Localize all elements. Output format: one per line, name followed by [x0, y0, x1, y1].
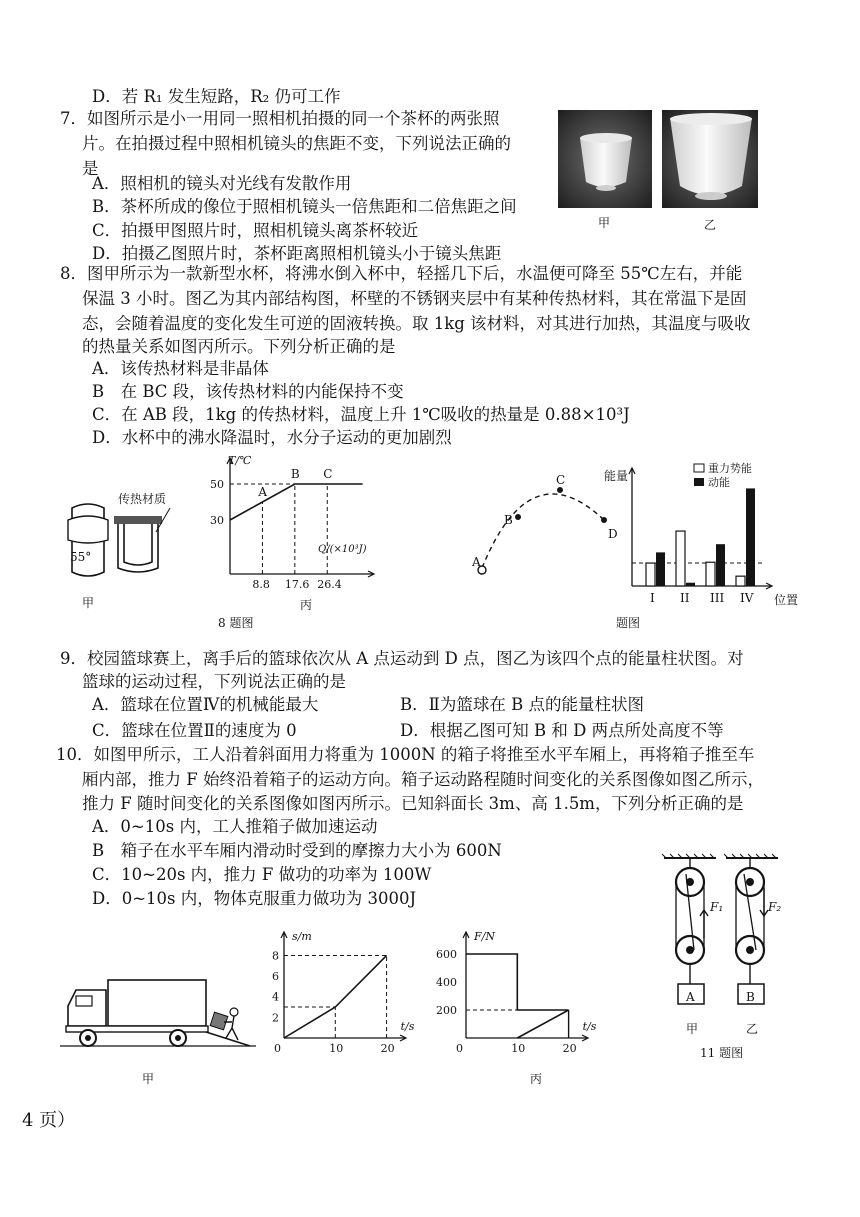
y-tick-label: 6 — [272, 970, 279, 984]
q8-label-c: 丙 — [300, 598, 313, 612]
q8-cup-cross-section — [112, 498, 178, 578]
x-tick-label: 0 — [274, 1042, 281, 1055]
q10-option-b: B 箱子在水平车厢内滑动时受到的摩擦力大小为 600N — [92, 841, 502, 860]
q10-label-c: 丙 — [530, 1072, 543, 1086]
q7-photo-label-b: 乙 — [704, 218, 717, 232]
x-tick-label: II — [680, 591, 690, 605]
q10-truck-ramp-figure — [60, 976, 260, 1052]
q11-force-f1: F₁ — [710, 900, 724, 914]
q8-cup-temperature: 55° — [70, 550, 92, 564]
y-tick-label: 2 — [272, 1011, 279, 1025]
q10-stem-line3: 推力 F 随时间变化的关系图像如图丙所示。已知斜面长 3m、高 1.5m，下列分析正确的是 — [82, 794, 744, 813]
q7-option-d: D．拍摄乙图照片时，茶杯距离照相机镜头小于镜头焦距 — [92, 244, 502, 263]
q7-photo-label-a: 甲 — [598, 216, 611, 230]
y-axis-label: T/℃ — [228, 454, 252, 467]
x-tick-label: 0 — [456, 1042, 463, 1055]
q9-stem-line2: 篮球的运动过程，下列说法正确的是 — [82, 672, 346, 691]
q8-option-d: D．水杯中的沸水降温时，水分子运动的更加剧烈 — [92, 428, 452, 447]
q8-caption: 8 题图 — [218, 616, 254, 630]
q9-option-a: A．篮球在位置Ⅳ的机械能最大 — [92, 695, 319, 714]
q8-option-a: A．该传热材料是非晶体 — [92, 359, 269, 378]
y-axis-label: F/N — [474, 930, 495, 943]
q10-option-a: A．0~10s 内，工人推箱子做加速运动 — [92, 817, 378, 836]
ball-trajectory — [482, 494, 604, 568]
q9-energy-bar-chart — [600, 458, 799, 616]
q9-trajectory — [470, 470, 620, 590]
q9-option-d: D．根据乙图可知 B 和 D 两点所处高度不等 — [400, 721, 724, 740]
q8-stem-line3: 态，会随着温度的变化发生可逆的固液转换。取 1kg 该材料，对其进行加热，其温度与吸收 — [82, 314, 751, 333]
x-tick-label: 20 — [380, 1042, 395, 1055]
q6-option-d: D．若 R₁ 发生短路，R₂ 仍可工作 — [92, 87, 341, 106]
y-tick-label: 30 — [210, 514, 224, 527]
q7-stem-line3: 是 — [82, 159, 99, 178]
bar-potential — [706, 562, 715, 586]
q10-distance-time-chart — [262, 928, 415, 1058]
q9-option-c: C．篮球在位置Ⅱ的速度为 0 — [92, 721, 297, 740]
bar-potential — [736, 576, 745, 586]
q11-caption: 11 题图 — [700, 1046, 744, 1060]
bar-kinetic — [686, 583, 695, 586]
q11-label-a: 甲 — [686, 1022, 699, 1036]
q11-force-f2: F₂ — [768, 900, 782, 914]
x-axis-label: Q/(×10³J) — [318, 544, 367, 555]
q11-block-a: A — [686, 990, 695, 1004]
q8-material-label: 传热材质 — [118, 492, 167, 506]
force-line — [466, 954, 569, 1038]
x-tick-label: IV — [740, 591, 754, 605]
temperature-line — [230, 484, 363, 520]
point-label-d: D — [608, 527, 618, 541]
q7-stem-line1: 7．如图所示是小一用同一照相机拍摄的同一个茶杯的两张照 — [60, 109, 500, 128]
x-axis-label: t/s — [582, 1020, 597, 1033]
x-tick-label: 10 — [511, 1042, 526, 1055]
q10-force-time-chart — [428, 928, 598, 1058]
q7-option-c: C．拍摄甲图照片时，照相机镜头离茶杯较近 — [92, 221, 419, 240]
x-axis-label: 位置 — [774, 593, 799, 607]
x-tick-label: I — [650, 591, 655, 605]
point-label-c: C — [323, 467, 333, 481]
y-tick-label: 4 — [272, 990, 279, 1004]
bar-kinetic — [716, 544, 725, 586]
q11-pulley-figure — [660, 854, 790, 1024]
x-tick-label: 17.6 — [284, 578, 310, 591]
y-axis-label: 能量 — [604, 469, 629, 483]
q9-stem-line1: 9．校园篮球赛上，离手后的篮球依次从 A 点运动到 D 点，图乙为该四个点的能量柱状图。对 — [60, 649, 744, 668]
x-tick-label: 10 — [329, 1042, 344, 1055]
q7-option-a: A．照相机的镜头对光线有发散作用 — [92, 174, 352, 193]
q10-stem-line2: 厢内部，推力 F 始终沿着箱子的运动方向。箱子运动路程随时间变化的关系图像如图乙所示， — [82, 770, 764, 789]
teacup-photo-b — [662, 110, 758, 208]
x-tick-label: 20 — [562, 1042, 577, 1055]
legend-swatch-kinetic — [694, 478, 704, 486]
q8-option-b: B 在 BC 段，该传热材料的内能保持不变 — [92, 382, 404, 401]
point-label-a: A — [472, 555, 481, 569]
q7-stem-line2: 片。在拍摄过程中照相机镜头的焦距不变，下列说法正确的 — [82, 134, 511, 153]
point-label-b: B — [290, 467, 300, 481]
bar-kinetic — [656, 552, 665, 586]
ball-point-b — [515, 514, 521, 520]
q11-label-b: 乙 — [746, 1022, 759, 1036]
q10-label-a: 甲 — [142, 1072, 155, 1086]
legend-label-potential: 重力势能 — [708, 462, 752, 475]
x-tick-label: 26.4 — [317, 578, 342, 591]
point-label-c: C — [556, 473, 566, 487]
bar-potential — [676, 531, 685, 586]
pulley-system-b — [724, 854, 778, 1004]
bar-potential — [646, 563, 655, 586]
q8-stem-line4: 的热量关系如图丙所示。下列分析正确的是 — [82, 337, 396, 356]
legend-label-kinetic: 动能 — [708, 476, 730, 489]
q8-stem-line1: 8．图甲所示为一款新型水杯，将沸水倒入杯中，轻摇几下后，水温便可降至 55℃左右，并能 — [60, 264, 743, 283]
y-tick-label: 8 — [272, 949, 279, 963]
q8-stem-line2: 保温 3 小时。图乙为其内部结构图，杯壁的不锈钢夹层中有某种传热材料，其在常温下是固 — [82, 289, 747, 308]
ball-point-c — [557, 487, 563, 493]
q11-block-b: B — [746, 990, 755, 1004]
x-axis-label: t/s — [400, 1020, 415, 1033]
q10-option-c: C．10~20s 内，推力 F 做功的功率为 100W — [92, 865, 432, 884]
q9-option-b: B．Ⅱ为篮球在 B 点的能量柱状图 — [400, 695, 644, 714]
y-tick-label: 600 — [436, 948, 457, 961]
teacup-photo-a — [558, 110, 652, 208]
q8-label-a: 甲 — [82, 596, 95, 610]
legend-swatch-potential — [694, 464, 704, 472]
q7-teacup-photos — [558, 110, 758, 240]
y-axis-label: s/m — [292, 930, 312, 943]
page-number: 4 页） — [22, 1110, 76, 1131]
q9-caption: 题图 — [616, 616, 641, 630]
q8-temperature-heat-chart — [190, 454, 390, 594]
q10-stem-line1: 10．如图甲所示，工人沿着斜面用力将重为 1000N 的箱子将推至水平车厢上，再将箱子推至车 — [56, 745, 755, 764]
q10-option-d: D．0~10s 内，物体克服重力做功为 3000J — [92, 889, 417, 908]
x-tick-label: III — [710, 591, 725, 605]
x-tick-label: 8.8 — [252, 578, 270, 591]
y-tick-label: 400 — [436, 976, 457, 989]
q8-thermos-cup — [64, 500, 112, 582]
q8-option-c: C．在 AB 段，1kg 的传热材料，温度上升 1℃吸收的热量是 0.88×10³J — [92, 405, 630, 424]
pulley-system-a — [662, 854, 716, 1004]
y-tick-label: 50 — [210, 478, 224, 491]
y-tick-label: 200 — [436, 1004, 457, 1017]
distance-line — [284, 955, 387, 1038]
bar-kinetic — [746, 488, 755, 586]
point-label-b: B — [504, 513, 513, 527]
point-label-a: A — [258, 485, 268, 499]
q7-option-b: B．茶杯所成的像位于照相机镜头一倍焦距和二倍焦距之间 — [92, 197, 517, 216]
